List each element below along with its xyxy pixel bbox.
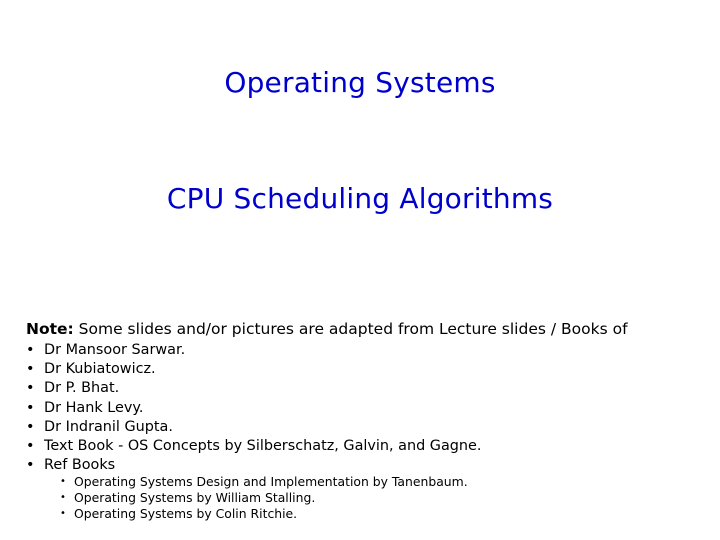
bullet-icon: • <box>26 457 35 474</box>
reference-text: Dr Indranil Gupta. <box>44 418 173 435</box>
reference-text: Dr Hank Levy. <box>44 399 144 416</box>
reference-text: Dr P. Bhat. <box>44 380 120 397</box>
list-item <box>58 490 468 506</box>
reference-text: Dr Kubiatowicz. <box>44 361 156 378</box>
list-item <box>22 418 481 437</box>
bullet-icon: • <box>60 508 66 519</box>
reference-text: Ref Books <box>44 457 116 474</box>
list-item <box>22 399 481 418</box>
bullet-icon: • <box>26 418 35 435</box>
list-item <box>58 474 468 490</box>
note-label: Note: <box>26 320 74 338</box>
bullet-icon: • <box>26 342 35 358</box>
reference-list <box>22 341 481 475</box>
bullet-icon: • <box>26 438 35 455</box>
list-item <box>22 360 481 379</box>
bullet-icon: • <box>26 399 35 416</box>
book-text: Operating Systems by William Stalling. <box>74 490 316 505</box>
reference-text: Dr Mansoor Sarwar. <box>44 342 186 358</box>
bullet-icon: • <box>60 492 66 503</box>
note-line <box>26 320 628 338</box>
slide-subtitle: CPU Scheduling Algorithms <box>166 182 554 215</box>
slide-title: Operating Systems <box>224 66 496 99</box>
bullet-icon: • <box>26 380 35 397</box>
book-text: Operating Systems Design and Implementation by Tanenbaum. <box>74 474 468 489</box>
reference-text: Text Book - OS Concepts by Silberschatz, Galvin, and Gagne. <box>44 438 482 455</box>
list-item <box>22 341 481 360</box>
bullet-icon: • <box>60 476 66 487</box>
list-item <box>22 379 481 398</box>
bullet-icon: • <box>26 361 35 378</box>
list-item <box>22 456 481 475</box>
list-item <box>58 506 468 522</box>
list-item <box>22 437 481 456</box>
ref-books-list <box>58 474 468 522</box>
note-text: Some slides and/or pictures are adapted from Lecture slides / Books of <box>73 320 628 338</box>
book-text: Operating Systems by Colin Ritchie. <box>74 506 298 521</box>
